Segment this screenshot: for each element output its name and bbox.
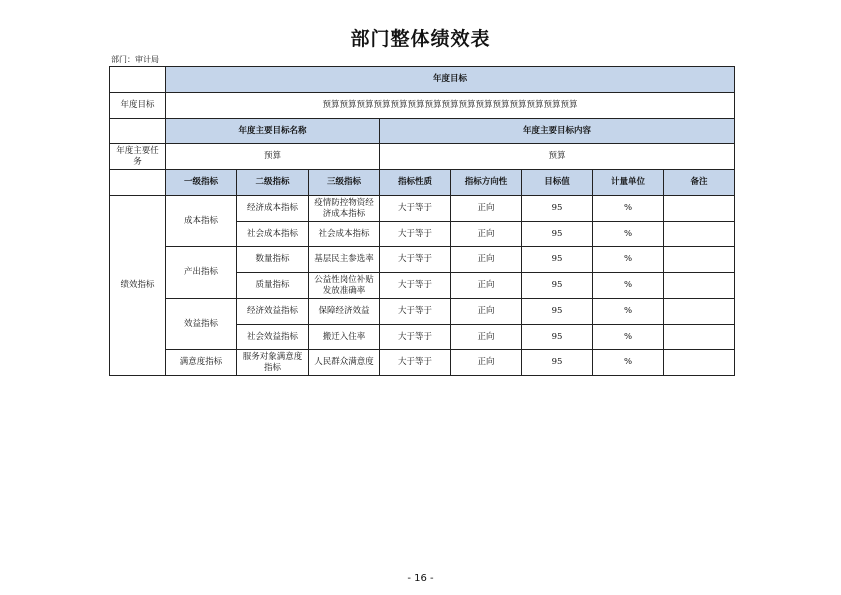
header-level2: 二级指标 <box>237 170 309 196</box>
level2-cell: 服务对象满意度指标 <box>237 350 309 376</box>
target-cell: 95 <box>522 325 593 350</box>
level3-cell: 公益性岗位补贴发放准确率 <box>309 273 380 299</box>
header-level1: 一级指标 <box>166 170 237 196</box>
level3-cell: 基层民主参选率 <box>309 247 380 273</box>
main-task-label: 年度主要任务 <box>110 144 166 170</box>
note-cell <box>664 196 735 222</box>
nature-cell: 大于等于 <box>380 247 451 273</box>
note-cell <box>664 273 735 299</box>
direction-cell: 正向 <box>451 247 522 273</box>
note-cell <box>664 350 735 376</box>
direction-cell: 正向 <box>451 299 522 325</box>
level3-cell: 社会成本指标 <box>309 222 380 247</box>
level3-cell: 保障经济效益 <box>309 299 380 325</box>
direction-cell: 正向 <box>451 196 522 222</box>
header-level3: 三级指标 <box>309 170 380 196</box>
unit-cell: % <box>593 299 664 325</box>
level2-cell: 经济成本指标 <box>237 196 309 222</box>
target-cell: 95 <box>522 247 593 273</box>
nature-cell: 大于等于 <box>380 196 451 222</box>
main-task-content: 预算 <box>380 144 735 170</box>
level2-cell: 经济效益指标 <box>237 299 309 325</box>
header-nature: 指标性质 <box>380 170 451 196</box>
perf-indicator-label: 绩效指标 <box>110 196 166 376</box>
main-task-name: 预算 <box>166 144 380 170</box>
nature-cell: 大于等于 <box>380 350 451 376</box>
table-row <box>110 196 735 222</box>
table-row <box>110 350 735 376</box>
annual-goal-content: 预算预算预算预算预算预算预算预算预算预算预算预算预算预算预算 <box>166 93 735 119</box>
annual-goal-header: 年度目标 <box>166 67 735 93</box>
annual-goal-header-row <box>110 67 735 93</box>
nature-cell: 大于等于 <box>380 222 451 247</box>
page-title: 部门整体绩效表 <box>350 28 491 50</box>
unit-cell: % <box>593 273 664 299</box>
level2-cell: 社会效益指标 <box>237 325 309 350</box>
blank-cell <box>110 67 166 93</box>
header-unit: 计量单位 <box>593 170 664 196</box>
level1-cell: 产出指标 <box>166 247 237 299</box>
note-cell <box>664 299 735 325</box>
blank-cell <box>110 170 166 196</box>
direction-cell: 正向 <box>451 222 522 247</box>
note-cell <box>664 325 735 350</box>
nature-cell: 大于等于 <box>380 273 451 299</box>
level3-cell: 人民群众满意度 <box>309 350 380 376</box>
blank-cell <box>110 119 166 144</box>
level2-cell: 数量指标 <box>237 247 309 273</box>
unit-cell: % <box>593 222 664 247</box>
table-row <box>110 247 735 273</box>
header-note: 备注 <box>664 170 735 196</box>
level1-cell: 满意度指标 <box>166 350 237 376</box>
target-cell: 95 <box>522 273 593 299</box>
direction-cell: 正向 <box>451 350 522 376</box>
main-task-header-row <box>110 119 735 144</box>
level3-cell: 疫情防控物资经济成本指标 <box>309 196 380 222</box>
direction-cell: 正向 <box>451 325 522 350</box>
note-cell <box>664 222 735 247</box>
header-direction: 指标方向性 <box>451 170 522 196</box>
unit-cell: % <box>593 325 664 350</box>
indicator-header-row <box>110 170 735 196</box>
level1-cell: 效益指标 <box>166 299 237 350</box>
target-cell: 95 <box>522 196 593 222</box>
main-task-content-header: 年度主要目标内容 <box>380 119 735 144</box>
target-cell: 95 <box>522 222 593 247</box>
annual-goal-row <box>110 93 735 119</box>
unit-cell: % <box>593 350 664 376</box>
nature-cell: 大于等于 <box>380 299 451 325</box>
unit-cell: % <box>593 247 664 273</box>
level3-cell: 搬迁入住率 <box>309 325 380 350</box>
header-target: 目标值 <box>522 170 593 196</box>
performance-table <box>109 66 735 376</box>
department-label: 部门：审计局 <box>111 55 159 64</box>
page-number: - 16 - <box>407 573 434 584</box>
note-cell <box>664 247 735 273</box>
main-task-name-header: 年度主要目标名称 <box>166 119 380 144</box>
level1-cell: 成本指标 <box>166 196 237 247</box>
unit-cell: % <box>593 196 664 222</box>
annual-goal-label: 年度目标 <box>110 93 166 119</box>
level2-cell: 社会成本指标 <box>237 222 309 247</box>
table-row <box>110 299 735 325</box>
main-task-row <box>110 144 735 170</box>
target-cell: 95 <box>522 299 593 325</box>
level2-cell: 质量指标 <box>237 273 309 299</box>
direction-cell: 正向 <box>451 273 522 299</box>
nature-cell: 大于等于 <box>380 325 451 350</box>
target-cell: 95 <box>522 350 593 376</box>
